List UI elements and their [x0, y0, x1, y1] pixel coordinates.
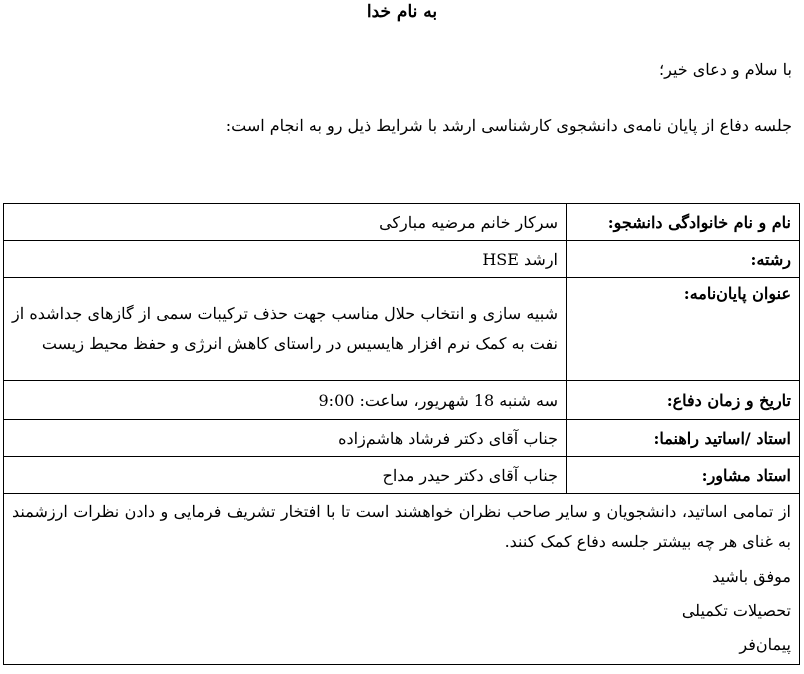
thesis-title-label: عنوان پایان‌نامه:: [567, 278, 800, 381]
student-name-label: نام و نام خانوادگی دانشجو:: [567, 204, 800, 241]
advisor-value: جناب آقای دکتر حیدر مداح: [4, 457, 567, 494]
closing-wish: موفق باشید: [712, 567, 791, 586]
table-row: [4, 278, 800, 381]
greeting-line: با سلام و دعای خیر؛: [659, 60, 792, 79]
invitation-paragraph: از تمامی اساتید، دانشجویان و سایر صاحب نظران خواهشند است تا با افتخار تشریف فرمایی و دادن نظرات ارزشمند به غنای هر چه بیشتر جلسه دفاع کمک کنند.: [12, 502, 791, 551]
defense-datetime-value: سه شنبه 18 شهریور، ساعت: 9:00: [4, 381, 567, 420]
defense-datetime-label: تاریخ و زمان دفاع:: [567, 381, 800, 420]
table-row: [4, 204, 800, 241]
field-value: ارشد HSE: [4, 241, 567, 278]
field-label: رشته:: [567, 241, 800, 278]
intro-paragraph: جلسه دفاع از پایان نامه‌ی دانشجوی کارشناسی ارشد با شرایط ذیل رو به انجام است:: [225, 116, 792, 135]
department-name: تحصیلات تکمیلی: [681, 601, 791, 620]
defense-info-table: [3, 203, 800, 665]
table-row: [4, 420, 800, 457]
thesis-title-value: شبیه سازی و انتخاب حلال مناسب جهت حذف ترکیبات سمی از گازهای جداشده از نفت به کمک نرم افزار هایسیس در راستای کاهش انرژی و حفظ محیط زیست: [4, 278, 567, 381]
table-row: [4, 381, 800, 420]
table-row: [4, 457, 800, 494]
student-name-value: سرکار خانم مرضیه مبارکی: [4, 204, 567, 241]
supervisor-value: جناب آقای دکتر فرشاد هاشم‌زاده: [4, 420, 567, 457]
table-row: [4, 241, 800, 278]
closing-cell: [4, 494, 800, 665]
advisor-label: استاد مشاور:: [567, 457, 800, 494]
supervisor-label: استاد /اساتید راهنما:: [567, 420, 800, 457]
table-row: [4, 494, 800, 665]
page-title: به نام خدا: [366, 2, 438, 22]
signature-name: پیمان‌فر: [739, 635, 791, 654]
